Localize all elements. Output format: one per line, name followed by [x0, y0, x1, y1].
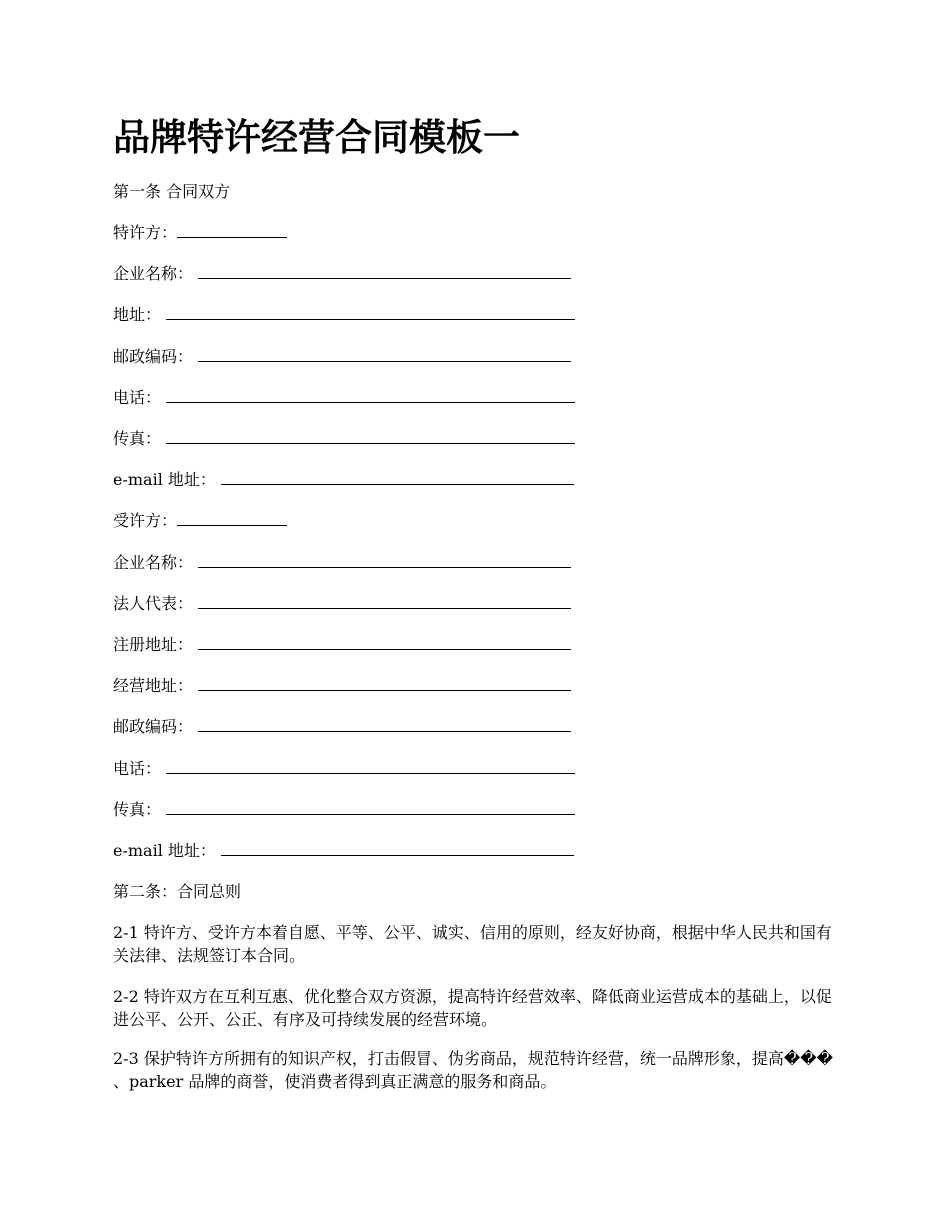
franchisee-company-line — [113, 552, 571, 574]
field-label: 传真： — [113, 800, 162, 819]
franchisee-blank — [177, 511, 287, 526]
field-blank — [221, 470, 574, 485]
field-blank — [166, 429, 575, 444]
field-label: 邮政编码： — [113, 347, 194, 366]
field-label: e-mail 地址： — [113, 470, 216, 489]
field-blank — [198, 264, 571, 279]
franchisor-company-line — [113, 263, 571, 285]
field-blank — [166, 388, 575, 403]
franchisee-legal-rep-line — [113, 593, 571, 615]
field-blank — [166, 800, 575, 815]
franchisor-blank — [177, 223, 287, 238]
field-blank — [198, 347, 571, 362]
franchisor-label: 特许方： — [113, 223, 178, 242]
field-label: 电话： — [113, 388, 162, 407]
franchisee-business-address-line — [113, 675, 571, 697]
franchisor-postcode-line — [113, 346, 571, 368]
franchisee-label: 受许方： — [113, 511, 178, 530]
clause-2-2: 2-2 特许双方在互利互惠、优化整合双方资源，提高特许经营效率、降低商业运营成本的基础上，以促进公平、公开、公正、有序及可持续发展的经营环境。 — [113, 987, 832, 1029]
field-label: 注册地址： — [113, 635, 194, 654]
field-label: 邮政编码： — [113, 717, 194, 736]
section-2-heading: 第二条：合同总则 — [113, 882, 242, 901]
field-blank — [166, 759, 575, 774]
field-label: 企业名称： — [113, 553, 194, 572]
field-label: 传真： — [113, 429, 162, 448]
field-label: e-mail 地址： — [113, 841, 216, 860]
franchisor-address-line — [113, 304, 575, 326]
field-label: 法人代表： — [113, 594, 194, 613]
field-blank — [198, 676, 571, 691]
franchisee-email-line — [113, 840, 574, 862]
field-blank — [198, 553, 571, 568]
franchisee-phone-line — [113, 758, 575, 780]
franchisor-fax-line — [113, 428, 575, 450]
franchisee-fax-line — [113, 799, 575, 821]
franchisor-phone-line — [113, 387, 575, 409]
franchisor-line — [113, 222, 287, 244]
field-label: 经营地址： — [113, 676, 194, 695]
franchisee-registered-address-line — [113, 634, 571, 656]
field-blank — [166, 305, 575, 320]
field-label: 地址： — [113, 305, 162, 324]
franchisor-email-line — [113, 469, 574, 491]
clause-2-1: 2-1 特许方、受许方本着自愿、平等、公平、诚实、信用的原则，经友好协商，根据中华人民共和国有关法律、法规签订本合同。 — [113, 923, 832, 965]
field-label: 企业名称： — [113, 264, 194, 283]
franchisee-line — [113, 510, 287, 532]
field-blank — [198, 594, 571, 609]
field-blank — [198, 635, 571, 650]
field-blank — [221, 841, 574, 856]
field-label: 电话： — [113, 759, 162, 778]
document-title: 品牌特许经营合同模板一 — [113, 115, 520, 159]
franchisee-postcode-line — [113, 716, 571, 738]
clause-2-3: 2-3 保护特许方所拥有的知识产权，打击假冒、伪劣商品，规范特许经营，统一品牌形象，提高��� 、parker 品牌的商誉，使消费者得到真正满意的服务和商品。 — [113, 1049, 834, 1091]
section-1-heading: 第一条 合同双方 — [113, 182, 231, 201]
field-blank — [198, 717, 571, 732]
